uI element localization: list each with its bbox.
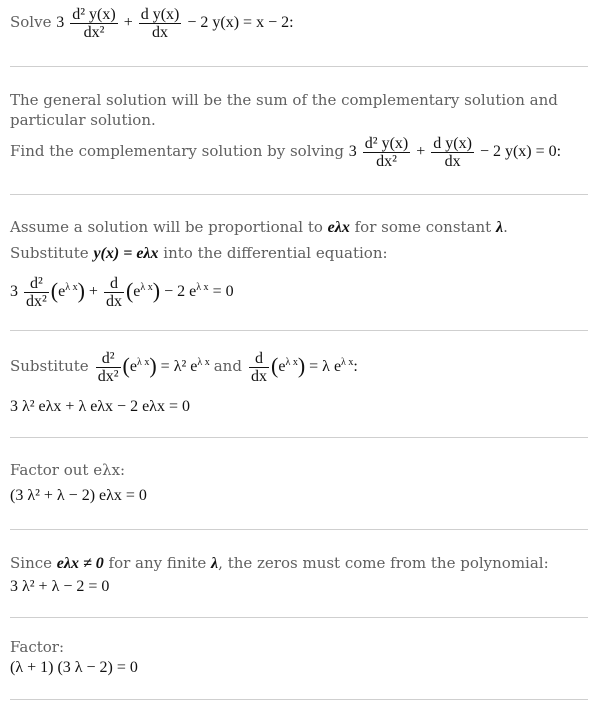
complementary-line: Find the complementary solution by solving 3 $\frac{\text{d² y(x)}}{\text{dx²}}$ + $\frac{\text{d y(x)}}{dx}$ − 2 y(x) = 0:: [10, 135, 562, 170]
characteristic-polynomial: 3 λ² + λ − 2 = 0: [10, 578, 110, 595]
divider: [10, 699, 588, 700]
divider: [10, 194, 588, 195]
divider: [10, 437, 588, 438]
factored-polynomial: (λ + 1) (3 λ − 2) = 0: [10, 659, 138, 676]
problem-statement: [10, 6, 294, 41]
factor-label: Factor:: [10, 638, 65, 656]
divider: [10, 66, 588, 67]
step3-result: 3 λ² eλx + λ eλx − 2 eλx = 0: [10, 398, 190, 415]
derivative-rules-line: Substitute $\frac{\text{d²}}{\text{dx²}}$ $(e^{\lambda x}) = \lambda^2$ $e^{\lambda x}$ and $\frac{d}{dx}$ $(e^{\lambda x}) = \lambda$ $e^{\lambda x}$:: [10, 350, 358, 385]
assume-line: Assume a solution will be proportional to eλx for some constant λ.: [10, 218, 508, 236]
divider: [10, 617, 588, 618]
divider: [10, 330, 588, 331]
general-solution-text: The general solution will be the sum of the complementary solution and particular solution.: [10, 91, 558, 129]
substitute-line: Substitute y(x) = eλx into the differential equation:: [10, 244, 388, 262]
problem-equation: 3 $\frac{\text{d² y(x)}}{\text{dx²}}$ + $\frac{\text{d y(x)}}{dx}$ − 2 y(x) = x − 2:: [56, 6, 294, 41]
factored-equation: (3 λ² + λ − 2) eλx = 0: [10, 487, 147, 504]
problem-prefix: Solve: [10, 13, 57, 32]
divider: [10, 529, 588, 530]
factor-out-label: Factor out eλx:: [10, 461, 126, 479]
substituted-equation: 3 $\frac{\text{d²}}{\text{dx²}}$ $(e^{\lambda x})$ + $\frac{d}{dx}$ $(e^{\lambda x}) - 2$ $e^{\lambda x} = 0$: [10, 275, 234, 310]
since-line: Since eλx ≠ 0 for any finite λ, the zeros must come from the polynomial:: [10, 554, 549, 572]
